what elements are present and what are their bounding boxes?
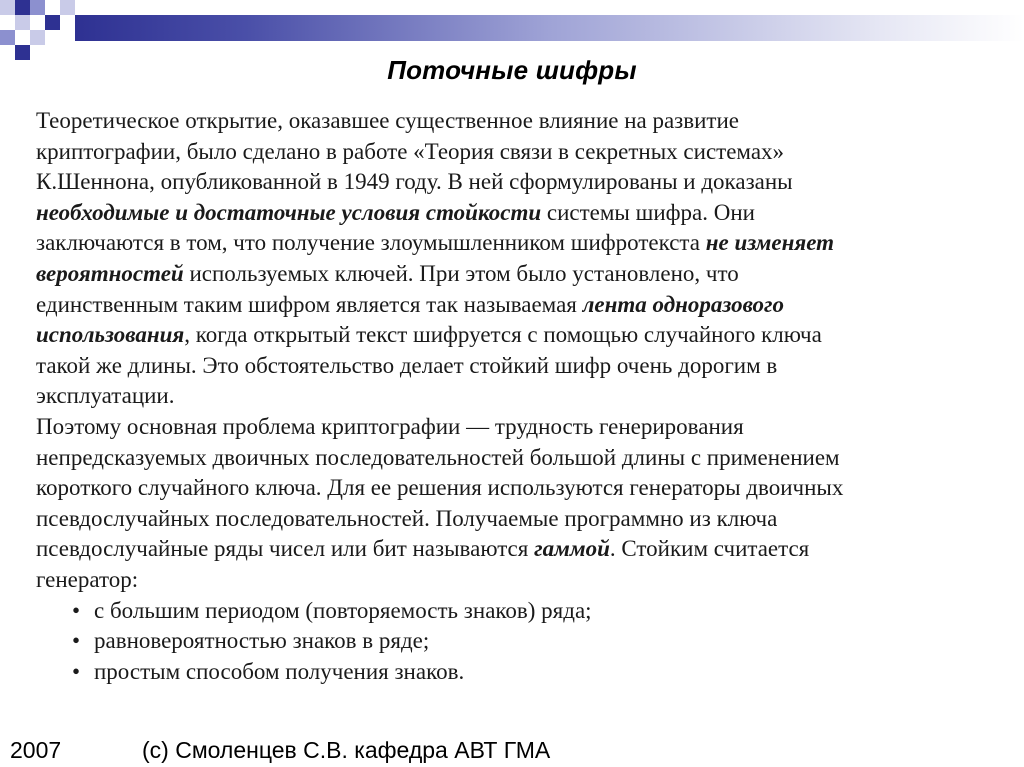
text-line: эксплуатации. — [36, 383, 175, 409]
decor-square — [45, 15, 60, 30]
slide-title: Поточные шифры — [387, 55, 637, 85]
text-line: Поэтому основная проблема криптографии — трудность генерирования — [36, 413, 744, 439]
text-line: непредсказуемых двоичных последовательностей большой длины с применением — [36, 444, 840, 470]
list-item-text: равновероятностью знаков в ряде; — [94, 628, 430, 654]
text-line: такой же длины. Это обстоятельство делает стойкий шифр очень дорогим в — [36, 352, 778, 378]
emphasis-text: использования — [36, 322, 185, 348]
decor-square — [15, 15, 30, 30]
text-line: короткого случайного ключа. Для ее решения используются генераторы двоичных — [36, 475, 844, 501]
text-line: псевдослучайных последовательностей. Получаемые программно из ключа — [36, 505, 778, 531]
text-line: генератор: — [36, 566, 139, 592]
emphasis-text: не изменяет — [705, 230, 835, 256]
text-line: Теоретическое открытие, оказавшее существенное влияние на развитие — [36, 108, 740, 133]
bullet-marker: • — [72, 628, 81, 654]
emphasis-text: вероятностей — [36, 260, 184, 286]
text-line: необходимые и достаточные условия стойкости системы шифра. Они — [36, 199, 755, 225]
bullet-marker: • — [72, 658, 81, 684]
slide-body — [36, 106, 996, 687]
list-item — [36, 596, 996, 627]
header-gradient-bar — [75, 15, 1024, 41]
text-line: криптографии, было сделано в работе «Теория связи в секретных системах» — [36, 138, 785, 164]
bullet-marker: • — [72, 597, 81, 623]
text-line: использования, когда открытый текст шифруется с помощью случайного ключа — [36, 322, 822, 348]
text-line: вероятностей используемых ключей. При этом было установлено, что — [36, 260, 739, 286]
emphasis-text: гаммой — [534, 536, 610, 562]
slide-footer — [0, 733, 1024, 767]
text-line: единственным таким шифром является так называемая лента одноразового — [36, 291, 785, 317]
decor-square — [0, 30, 15, 45]
emphasis-text: лента одноразового — [582, 291, 785, 317]
decor-square — [30, 30, 45, 45]
bullet-list — [36, 596, 996, 688]
decor-square — [30, 0, 45, 15]
list-item — [36, 626, 996, 657]
emphasis-text: необходимые и достаточные условия стойкости — [36, 199, 542, 225]
list-item-text: простым способом получения знаков. — [94, 658, 465, 684]
text-line: псевдослучайные ряды чисел или бит называются гаммой. Стойким считается — [36, 536, 810, 562]
text-line: К.Шеннона, опубликованной в 1949 году. В ней сформулированы и доказаны — [36, 169, 793, 195]
text-line: заключаются в том, что получение злоумышленником шифротекста не изменяет — [36, 230, 835, 256]
list-item-text: с большим периодом (повторяемость знаков) ряда; — [94, 597, 592, 623]
footer-year: 2007 — [10, 737, 62, 763]
decor-square — [15, 0, 30, 15]
list-item — [36, 657, 996, 688]
footer-credit: (с) Смоленцев С.В. кафедра АВТ ГМА — [142, 737, 551, 763]
decor-square — [0, 0, 15, 15]
decor-square — [60, 0, 75, 15]
